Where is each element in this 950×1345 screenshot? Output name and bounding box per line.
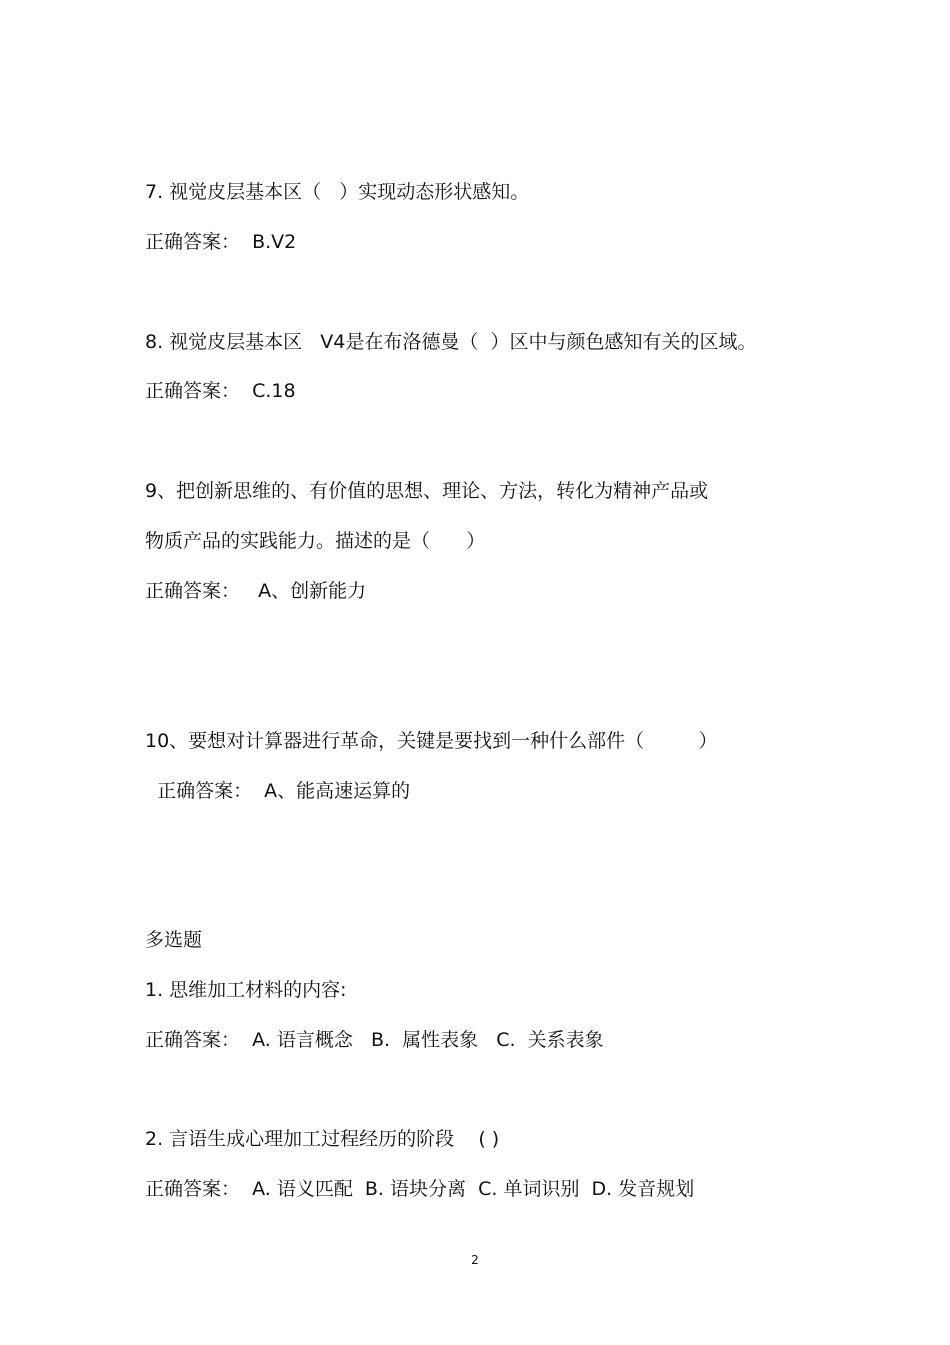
answer-8: 正确答案： C.18	[145, 380, 296, 402]
question-9-line-1: 9、把创新思维的、有价值的思想、理论、方法，转化为精神产品或	[145, 480, 709, 502]
question-7: 7. 视觉皮层基本区（ ）实现动态形状感知。	[145, 181, 530, 203]
multi-answer-2: 正确答案： A. 语义匹配 B. 语块分离 C. 单词识别 D. 发音规划	[145, 1178, 695, 1200]
question-9-line-2: 物质产品的实践能力。描述的是（ ）	[145, 530, 486, 552]
question-10: 10、要想对计算器进行革命，关键是要找到一种什么部件（ ）	[145, 730, 718, 752]
answer-7: 正确答案： B.V2	[145, 231, 297, 253]
multi-question-1: 1. 思维加工材料的内容:	[145, 979, 347, 1001]
section-title: 多选题	[145, 929, 203, 951]
multi-question-2: 2. 言语生成心理加工过程经历的阶段 ( )	[145, 1128, 500, 1150]
page-number: 2	[471, 1253, 479, 1267]
question-8: 8. 视觉皮层基本区 V4是在布洛德曼（ ）区中与颜色感知有关的区域。	[145, 331, 757, 353]
answer-10: 正确答案： A、能高速运算的	[145, 780, 411, 802]
multi-answer-1: 正确答案： A. 语言概念 B. 属性表象 C. 关系表象	[145, 1029, 604, 1051]
answer-9: 正确答案： A、创新能力	[145, 580, 367, 602]
